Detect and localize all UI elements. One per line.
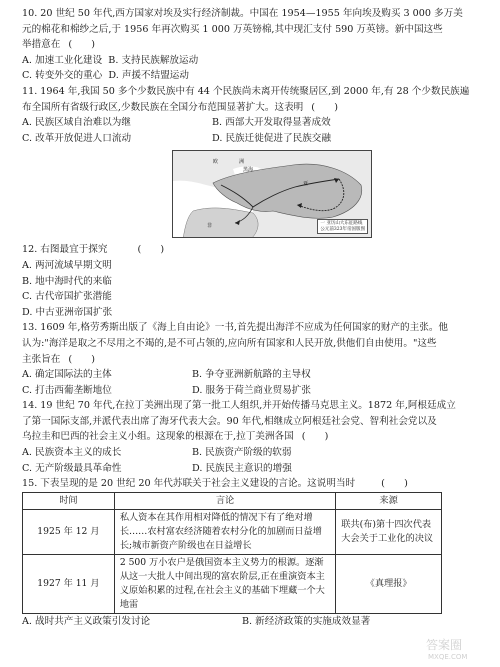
q14-options — [22, 445, 486, 461]
q12-option-a[interactable]: A. 两河流域早期文明 — [22, 259, 112, 271]
watermark-text-url: MXQE.COM — [428, 653, 468, 661]
q15-stem-text: 15. 下表呈现的是 20 世纪 20 年代苏联关于社会主义建设的言论。这说明当时 — [22, 478, 356, 490]
map-label-zhou: 洲 — [239, 159, 245, 166]
q11-stem-line-1: 11. 1964 年,我国 50 多个少数民族中有 44 个民族尚未离开传统聚居区,到 2000 年,有 28 个少数民族遍 — [22, 85, 470, 97]
q11-answer-paren: ( ) — [311, 101, 338, 113]
q11-option-c[interactable]: C. 改革开放促进人口流动 — [22, 132, 132, 144]
q10-stem-text: 举措意在 — [22, 39, 61, 51]
table-cell-source: 《真理报》 — [336, 554, 442, 613]
q14-option-c[interactable]: C. 无产阶级最具革命性 — [22, 462, 122, 474]
map-label-asia: 亚 — [303, 181, 309, 188]
q14-answer-paren: ( ) — [301, 431, 329, 443]
question-14 — [22, 398, 486, 476]
q10-option-b[interactable]: B. 支持民族解放运动 — [108, 54, 199, 66]
q14-stem-line-2: 了第一国际支部,并派代表出席了海牙代表大会。90 年代,相继成立阿根廷社会党、智利社会党以及 — [22, 415, 437, 427]
q10-stem-line-1: 10. 20 世纪 50 年代,西方国家对埃及实行经济制裁。中国在 1954—1955 年向埃及购买 3 000 多万美 — [22, 8, 463, 19]
table-row — [23, 554, 442, 613]
map-label-black-sea: 黑海 — [243, 167, 254, 174]
q10-answer-paren: ( ) — [68, 39, 96, 51]
map-legend-territory: 公元前323年帝国版图 — [320, 226, 365, 232]
q13-answer-paren: ( ) — [68, 353, 96, 365]
question-15 — [22, 476, 486, 629]
q10-option-c[interactable]: C. 转变外交的重心 — [22, 70, 103, 82]
table-header-speech: 言论 — [114, 492, 335, 509]
q11-option-a[interactable]: A. 民族区域自治难以为继 — [22, 117, 131, 129]
q14-option-a[interactable]: A. 民族资本主义的成长 — [22, 447, 122, 459]
table-header-time: 时间 — [23, 492, 115, 509]
q12-stem-text: 12. 右图最宜于探究 — [22, 244, 108, 256]
site-watermark-logo — [424, 635, 494, 661]
table-row — [23, 509, 442, 554]
map-label-europe: 欧 — [213, 159, 219, 166]
map-legend-route: 一 亚历山大东征路线 — [320, 221, 363, 227]
q11-stem-line-2 — [22, 100, 486, 116]
q15-answer-paren: ( ) — [381, 478, 408, 490]
q10-stem-line-2: 元的棉花和棉纱之后,于 1956 年再次购买 1 000 万英镑棉,其中现汇支付 590 万英镑。新中国这些 — [22, 23, 443, 35]
question-12 — [22, 242, 486, 320]
q15-option-a[interactable]: A. 战时共产主义政策引发讨论 — [22, 615, 151, 627]
q13-stem-line-2: 认为:"海洋是取之不尽用之不竭的,是不可占领的,应向所有国家和人民开放,供他们自由使用。"这些 — [22, 337, 437, 349]
q12-answer-paren: ( ) — [137, 244, 165, 256]
q13-option-d[interactable]: D. 服务于荷兰商业贸易扩张 — [192, 384, 311, 396]
q15-option-b[interactable]: B. 新经济政策的实施成效显著 — [242, 615, 371, 627]
q11-stem-text: 布全国所有省级行政区,少数民族在全国分布范围显著扩大。这表明 — [22, 101, 304, 113]
table-cell-speech: 2 500 万小农户是俄国资本主义势力的根源。逐渐从这一大批人中间出现的富农阶层,正在重演资本主义原始积累的过程,在社会主义的基础下埋藏一个大地雷 — [114, 554, 335, 613]
map-legend — [317, 219, 368, 234]
q13-options — [22, 367, 486, 383]
q13-option-a[interactable]: A. 确定国际法的主体 — [22, 369, 112, 381]
q13-options-2 — [22, 383, 486, 399]
q12-option-d[interactable]: D. 中古亚洲帝国扩张 — [22, 306, 113, 318]
q14-option-d[interactable]: D. 民族民主意识的增强 — [192, 462, 292, 474]
q10-option-d[interactable]: D. 声援不结盟运动 — [108, 70, 189, 82]
q14-option-b[interactable]: B. 民族资产阶级的软弱 — [192, 447, 292, 459]
q11-options — [22, 115, 486, 131]
q15-options — [22, 614, 486, 630]
q15-stem — [22, 476, 486, 492]
q14-stem-line-1: 14. 19 世纪 70 年代,在拉丁美洲出现了第一批工人组织,并开始传播马克思主义。1872 年,阿根廷成立 — [22, 400, 456, 412]
q11-option-d[interactable]: D. 民族迁徙促进了民族交融 — [212, 132, 331, 144]
q10-options — [22, 53, 486, 69]
q12-stem — [22, 242, 486, 258]
q13-stem-line-1: 13. 1609 年,格劳秀斯出版了《海上自由论》一书,首先提出海洋不应成为任何国家的财产的主张。他 — [22, 322, 449, 334]
q13-stem-text: 主张旨在 — [22, 353, 61, 365]
watermark-graphic — [424, 635, 494, 661]
table-cell-source: 联共(布)第十四次代表大会关于工业化的决议 — [336, 509, 442, 554]
q13-stem-line-3 — [22, 352, 486, 368]
q12-option-b[interactable]: B. 地中海时代的来临 — [22, 275, 112, 287]
alexander-campaign-map — [172, 150, 372, 238]
question-13 — [22, 320, 486, 398]
q10-stem-line-3 — [22, 37, 486, 53]
q10-option-a[interactable]: A. 加速工业化建设 — [22, 54, 103, 66]
q13-option-b[interactable]: B. 争夺亚洲新航路的主导权 — [192, 369, 311, 381]
question-11 — [22, 84, 486, 146]
table-cell-time: 1925 年 12 月 — [23, 509, 115, 554]
q12-option-c[interactable]: C. 古代帝国扩张潜能 — [22, 291, 112, 303]
q14-stem-text: 乌拉圭和巴西的社会主义小组。这现象的根源在于,拉丁美洲各国 — [22, 431, 294, 443]
table-cell-speech: 私人资本在其作用相对降低的情况下有了绝对增长……农村富农经济随着农村分化的加剧而日益增长;城市新资产阶级也在日益增长 — [114, 509, 335, 554]
q11-option-b[interactable]: B. 西部大开发取得显著成效 — [212, 117, 331, 129]
map-label-africa: 非 — [207, 223, 213, 230]
table-header-row — [23, 492, 442, 509]
q14-stem-line-3 — [22, 429, 486, 445]
q11-options-2 — [22, 131, 486, 147]
watermark-text-cn: 答案圈 — [426, 638, 463, 652]
q10-options-2 — [22, 68, 486, 84]
q14-options-2 — [22, 461, 486, 477]
q13-option-c[interactable]: C. 打击西葡垄断地位 — [22, 384, 112, 396]
question-10 — [22, 6, 486, 84]
table-header-source: 来源 — [336, 492, 442, 509]
table-cell-time: 1927 年 11 月 — [23, 554, 115, 613]
q15-source-table — [22, 492, 442, 614]
